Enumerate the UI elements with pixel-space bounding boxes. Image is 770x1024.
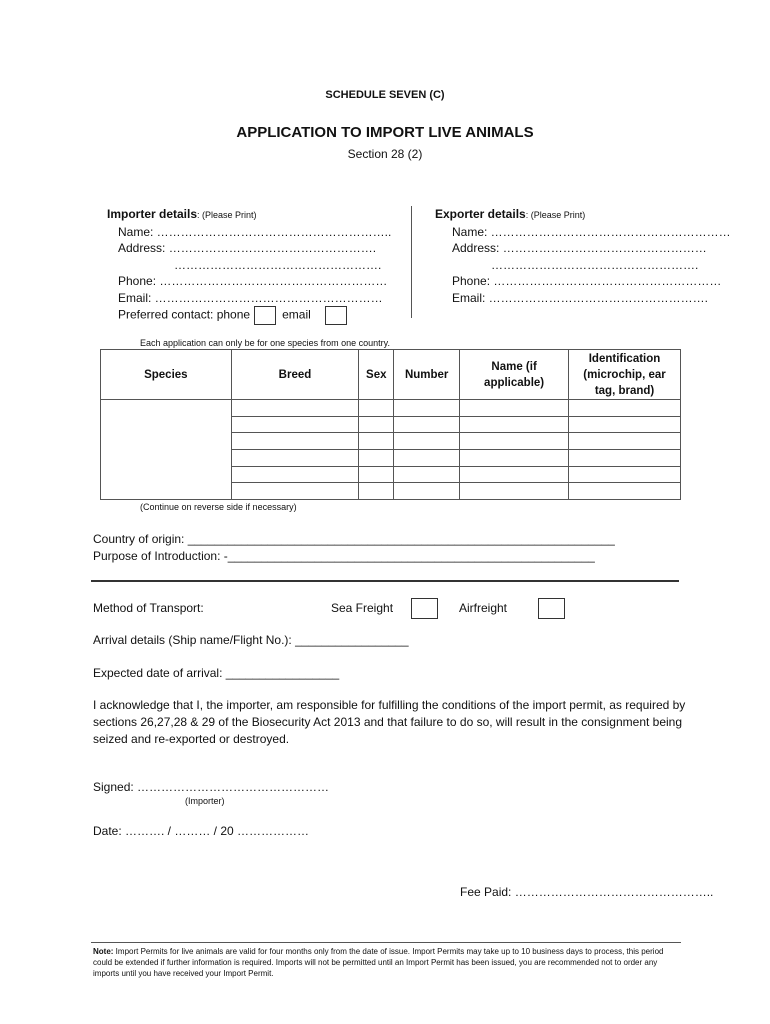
table-cell[interactable] <box>231 483 359 500</box>
table-cell[interactable] <box>359 416 394 433</box>
section-divider <box>91 580 679 582</box>
email-checkbox[interactable] <box>325 306 347 325</box>
exporter-name-field[interactable]: Name: …………………………………………………… <box>452 224 731 239</box>
table-header-row <box>101 350 681 400</box>
section-reference: Section 28 (2) <box>347 147 423 161</box>
table-note-above: Each application can only be for one species from one country. <box>140 338 390 348</box>
importer-details <box>107 206 391 325</box>
importer-heading-title: Importer details <box>107 207 198 221</box>
expected-arrival-field[interactable]: Expected date of arrival: _________________ <box>93 666 340 680</box>
exporter-address-field[interactable]: Address: …………………………………………… <box>452 241 707 255</box>
table-cell[interactable] <box>460 416 569 433</box>
importer-name-field[interactable]: Name: ………………………………………………….. <box>118 224 392 239</box>
preferred-contact-label: Preferred contact: phone <box>118 307 251 322</box>
table-cell[interactable] <box>394 450 460 467</box>
sea-freight-label: Sea Freight <box>331 601 394 615</box>
table-cell[interactable] <box>394 466 460 483</box>
arrival-details-field[interactable]: Arrival details (Ship name/Flight No.): _________________ <box>93 633 409 647</box>
table-cell[interactable] <box>359 483 394 500</box>
table-cell[interactable] <box>569 433 681 450</box>
header-species: Species <box>101 350 232 400</box>
exporter-heading-title: Exporter details <box>435 207 526 221</box>
acknowledgement-text: I acknowledge that I, the importer, am responsible for fulfilling the conditions of the import permit, as required by sections 26,27,28 & 29 of the Biosecurity Act 2013 and that failure to do so, will result in the consignment being seized and re-exported or destroyed. <box>93 698 686 746</box>
table-cell[interactable] <box>231 450 359 467</box>
table-cell[interactable] <box>460 450 569 467</box>
exporter-address2-field[interactable]: ……………………………………………. <box>491 257 699 272</box>
purpose-field[interactable]: Purpose of Introduction: -_______________________________________________________ <box>93 549 595 563</box>
footer-rule <box>91 942 681 943</box>
table-note-below: (Continue on reverse side if necessary) <box>140 502 297 512</box>
sea-freight-checkbox[interactable] <box>411 598 438 619</box>
exporter-heading <box>435 206 731 224</box>
importer-caption: (Importer) <box>185 796 225 806</box>
table-cell[interactable] <box>460 400 569 417</box>
table-cell[interactable] <box>231 416 359 433</box>
signature-field[interactable]: Signed: ………………………………………… <box>93 780 330 794</box>
header-name: Name (if applicable) <box>460 350 569 400</box>
airfreight-label: Airfreight <box>459 601 508 615</box>
country-of-origin-field[interactable]: Country of origin: ________________________________________________________________ <box>93 532 615 546</box>
importer-phone-field[interactable]: Phone: ………………………………………………… <box>118 274 388 288</box>
column-divider <box>411 206 412 318</box>
footer-note-text: Import Permits for live animals are valid for four months only from the date of issue. Import Permits may take up to 10 business days to process, this period could be extended if further information is required. Imports will not be permitted until an Import Permit has been issued, you are recommended not to order any imports until you have received your Import Permit. <box>93 947 664 978</box>
table-cell[interactable] <box>569 483 681 500</box>
form-title: APPLICATION TO IMPORT LIVE ANIMALS <box>236 124 534 141</box>
exporter-email-field[interactable]: Email: ………………………………………………. <box>452 290 709 305</box>
table-cell[interactable] <box>460 483 569 500</box>
table-cell[interactable] <box>394 400 460 417</box>
header-number: Number <box>394 350 460 400</box>
preferred-email-label: email <box>282 307 311 322</box>
preferred-contact <box>107 306 391 325</box>
table-cell[interactable] <box>394 483 460 500</box>
table-cell[interactable] <box>569 416 681 433</box>
fee-paid-field[interactable]: Fee Paid: ………………………………………….. <box>460 885 714 899</box>
date-field[interactable]: Date: ………. / ……… / 20 ……………… <box>93 824 310 838</box>
importer-heading-note: : (Please Print) <box>197 210 257 220</box>
header-identification: Identification (microchip, ear tag, brand) <box>569 350 681 400</box>
table-cell[interactable] <box>231 400 359 417</box>
footer-note <box>93 946 678 979</box>
table-cell[interactable] <box>569 466 681 483</box>
table-cell[interactable] <box>569 450 681 467</box>
table-cell[interactable] <box>460 433 569 450</box>
table-cell[interactable] <box>569 400 681 417</box>
table-row <box>101 400 681 417</box>
transport-label: Method of Transport: <box>93 601 204 615</box>
importer-email-field[interactable]: Email: ………………………………………………… <box>118 290 383 305</box>
table-cell[interactable] <box>394 433 460 450</box>
footer-note-label: Note: <box>93 947 114 956</box>
importer-address-field[interactable]: Address: ……………………………………………. <box>118 241 377 255</box>
header-sex: Sex <box>359 350 394 400</box>
table-cell[interactable] <box>231 433 359 450</box>
importer-address2-field[interactable]: ……………………………………………. <box>174 257 382 272</box>
phone-checkbox[interactable] <box>254 306 276 325</box>
table-cell[interactable] <box>394 416 460 433</box>
table-cell[interactable] <box>231 466 359 483</box>
species-cell[interactable] <box>101 400 232 500</box>
exporter-heading-note: : (Please Print) <box>525 210 586 220</box>
airfreight-checkbox[interactable] <box>538 598 565 619</box>
exporter-details <box>435 206 731 306</box>
schedule-label: SCHEDULE SEVEN (C) <box>325 89 445 101</box>
table-cell[interactable] <box>460 466 569 483</box>
table-cell[interactable] <box>359 433 394 450</box>
header-breed: Breed <box>231 350 359 400</box>
species-table <box>100 349 681 500</box>
table-cell[interactable] <box>359 400 394 417</box>
table-cell[interactable] <box>359 466 394 483</box>
exporter-phone-field[interactable]: Phone: ………………………………………………… <box>452 274 722 288</box>
importer-heading <box>107 206 391 224</box>
table-cell[interactable] <box>359 450 394 467</box>
